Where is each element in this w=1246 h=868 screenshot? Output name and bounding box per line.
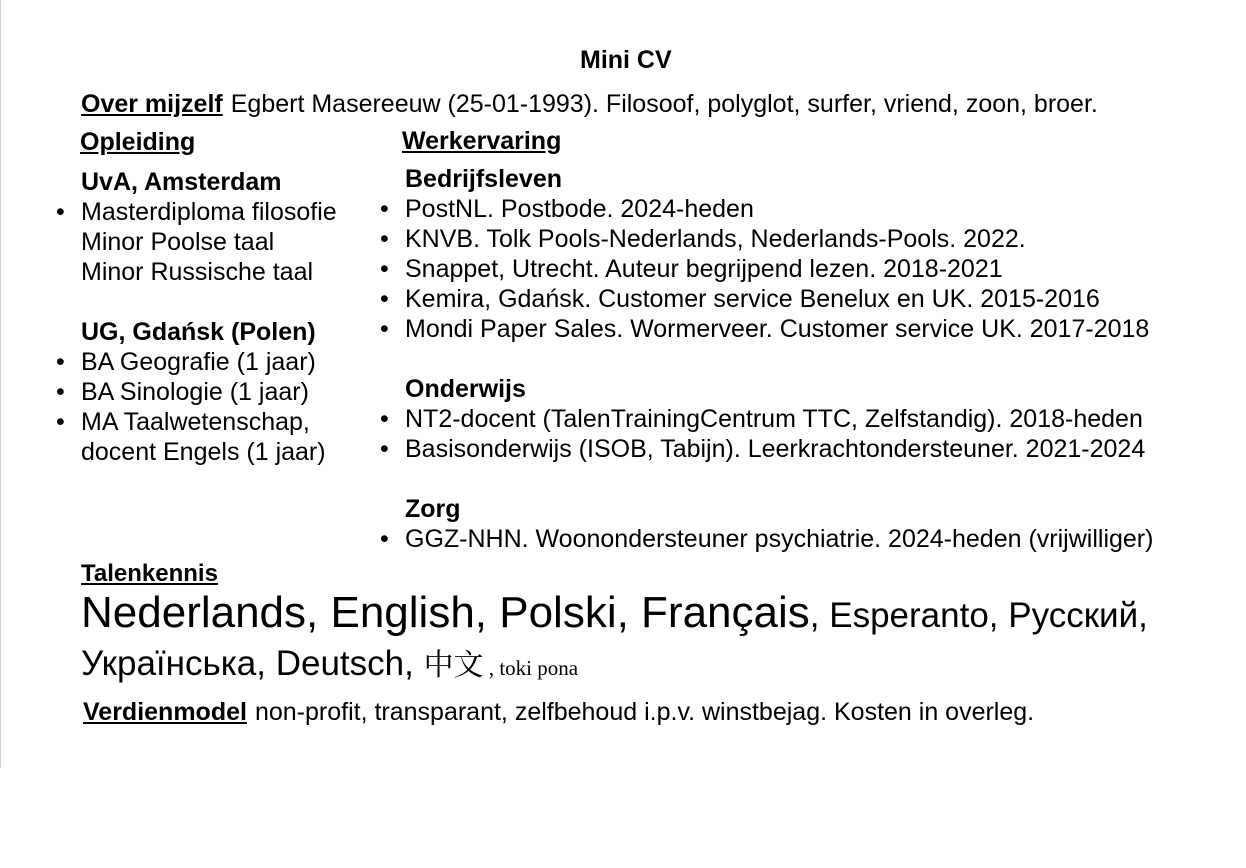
- education-heading: Opleiding: [80, 128, 196, 156]
- languages-line-2: [81, 640, 578, 684]
- uva-list: [81, 197, 337, 287]
- page-title: Mini CV: [580, 46, 672, 74]
- language-german: Deutsch: [275, 644, 405, 683]
- separator: ,: [1138, 596, 1148, 635]
- list-item: Minor Poolse taal: [81, 228, 275, 256]
- language-ukrainian: Українська: [81, 644, 257, 683]
- business-list: [405, 194, 1149, 344]
- list-item: • KNVB. Tolk Pools-Nederlands, Nederlands-Pools. 2022.: [405, 224, 1149, 254]
- business-subheading: Bedrijfsleven: [405, 165, 563, 193]
- languages-main: Nederlands, English, Polski, Français: [81, 588, 810, 637]
- business-model-section: [83, 700, 1034, 725]
- separator: ,: [809, 596, 830, 635]
- list-item: • Masterdiploma filosofie: [81, 197, 337, 227]
- list-item: • MA Taalwetenschap,: [81, 407, 326, 437]
- uva-institution: UvA, Amsterdam: [81, 168, 282, 196]
- language-russian: Русский: [1008, 596, 1139, 635]
- separator: ,: [404, 644, 424, 683]
- separator: ,: [256, 644, 276, 683]
- business-model-text: non-profit, transparant, zelfbehoud i.p.v. winstbejag. Kosten in overleg.: [254, 698, 1035, 726]
- language-esperanto: Esperanto: [829, 596, 989, 635]
- teaching-subheading: Onderwijs: [405, 375, 526, 403]
- ug-institution: UG, Gdańsk (Polen): [81, 318, 316, 346]
- business-model-heading: Verdienmodel: [83, 698, 247, 726]
- list-item: Minor Russische taal: [81, 258, 314, 286]
- list-item: • Mondi Paper Sales. Wormerveer. Customer service UK. 2017-2018: [405, 314, 1149, 344]
- separator: ,: [988, 596, 1009, 635]
- about-heading: Over mijzelf: [81, 90, 223, 118]
- care-subheading: Zorg: [405, 495, 461, 523]
- ug-list: [81, 347, 326, 467]
- about-text: Egbert Masereeuw (25-01-1993). Filosoof, polyglot, surfer, vriend, zoon, broer.: [230, 90, 1098, 118]
- about-section: [81, 92, 1098, 117]
- list-item: • GGZ-NHN. Woonondersteuner psychiatrie. 2024-heden (vrijwilliger): [405, 524, 1153, 554]
- list-item: • NT2-docent (TalenTrainingCentrum TTC, Zelfstandig). 2018-heden: [405, 404, 1145, 434]
- list-item: • Basisonderwijs (ISOB, Tabijn). Leerkrachtondersteuner. 2021-2024: [405, 434, 1145, 464]
- list-item: • BA Sinologie (1 jaar): [81, 377, 326, 407]
- list-item: docent Engels (1 jaar): [81, 438, 326, 466]
- language-chinese: 中文: [423, 648, 484, 683]
- care-list: [405, 524, 1153, 554]
- work-heading: Werkervaring: [402, 127, 562, 155]
- list-item: • Snappet, Utrecht. Auteur begrijpend lezen. 2018-2021: [405, 254, 1149, 284]
- language-toki-pona: , toki pona: [483, 656, 579, 680]
- languages-heading: Talenkennis: [81, 560, 218, 587]
- list-item: • BA Geografie (1 jaar): [81, 347, 326, 377]
- list-item: • PostNL. Postbode. 2024-heden: [405, 194, 1149, 224]
- languages-line-1: [81, 588, 1148, 638]
- teaching-list: [405, 404, 1145, 464]
- page-left-border: [0, 0, 1, 768]
- list-item: • Kemira, Gdańsk. Customer service Benelux en UK. 2015-2016: [405, 284, 1149, 314]
